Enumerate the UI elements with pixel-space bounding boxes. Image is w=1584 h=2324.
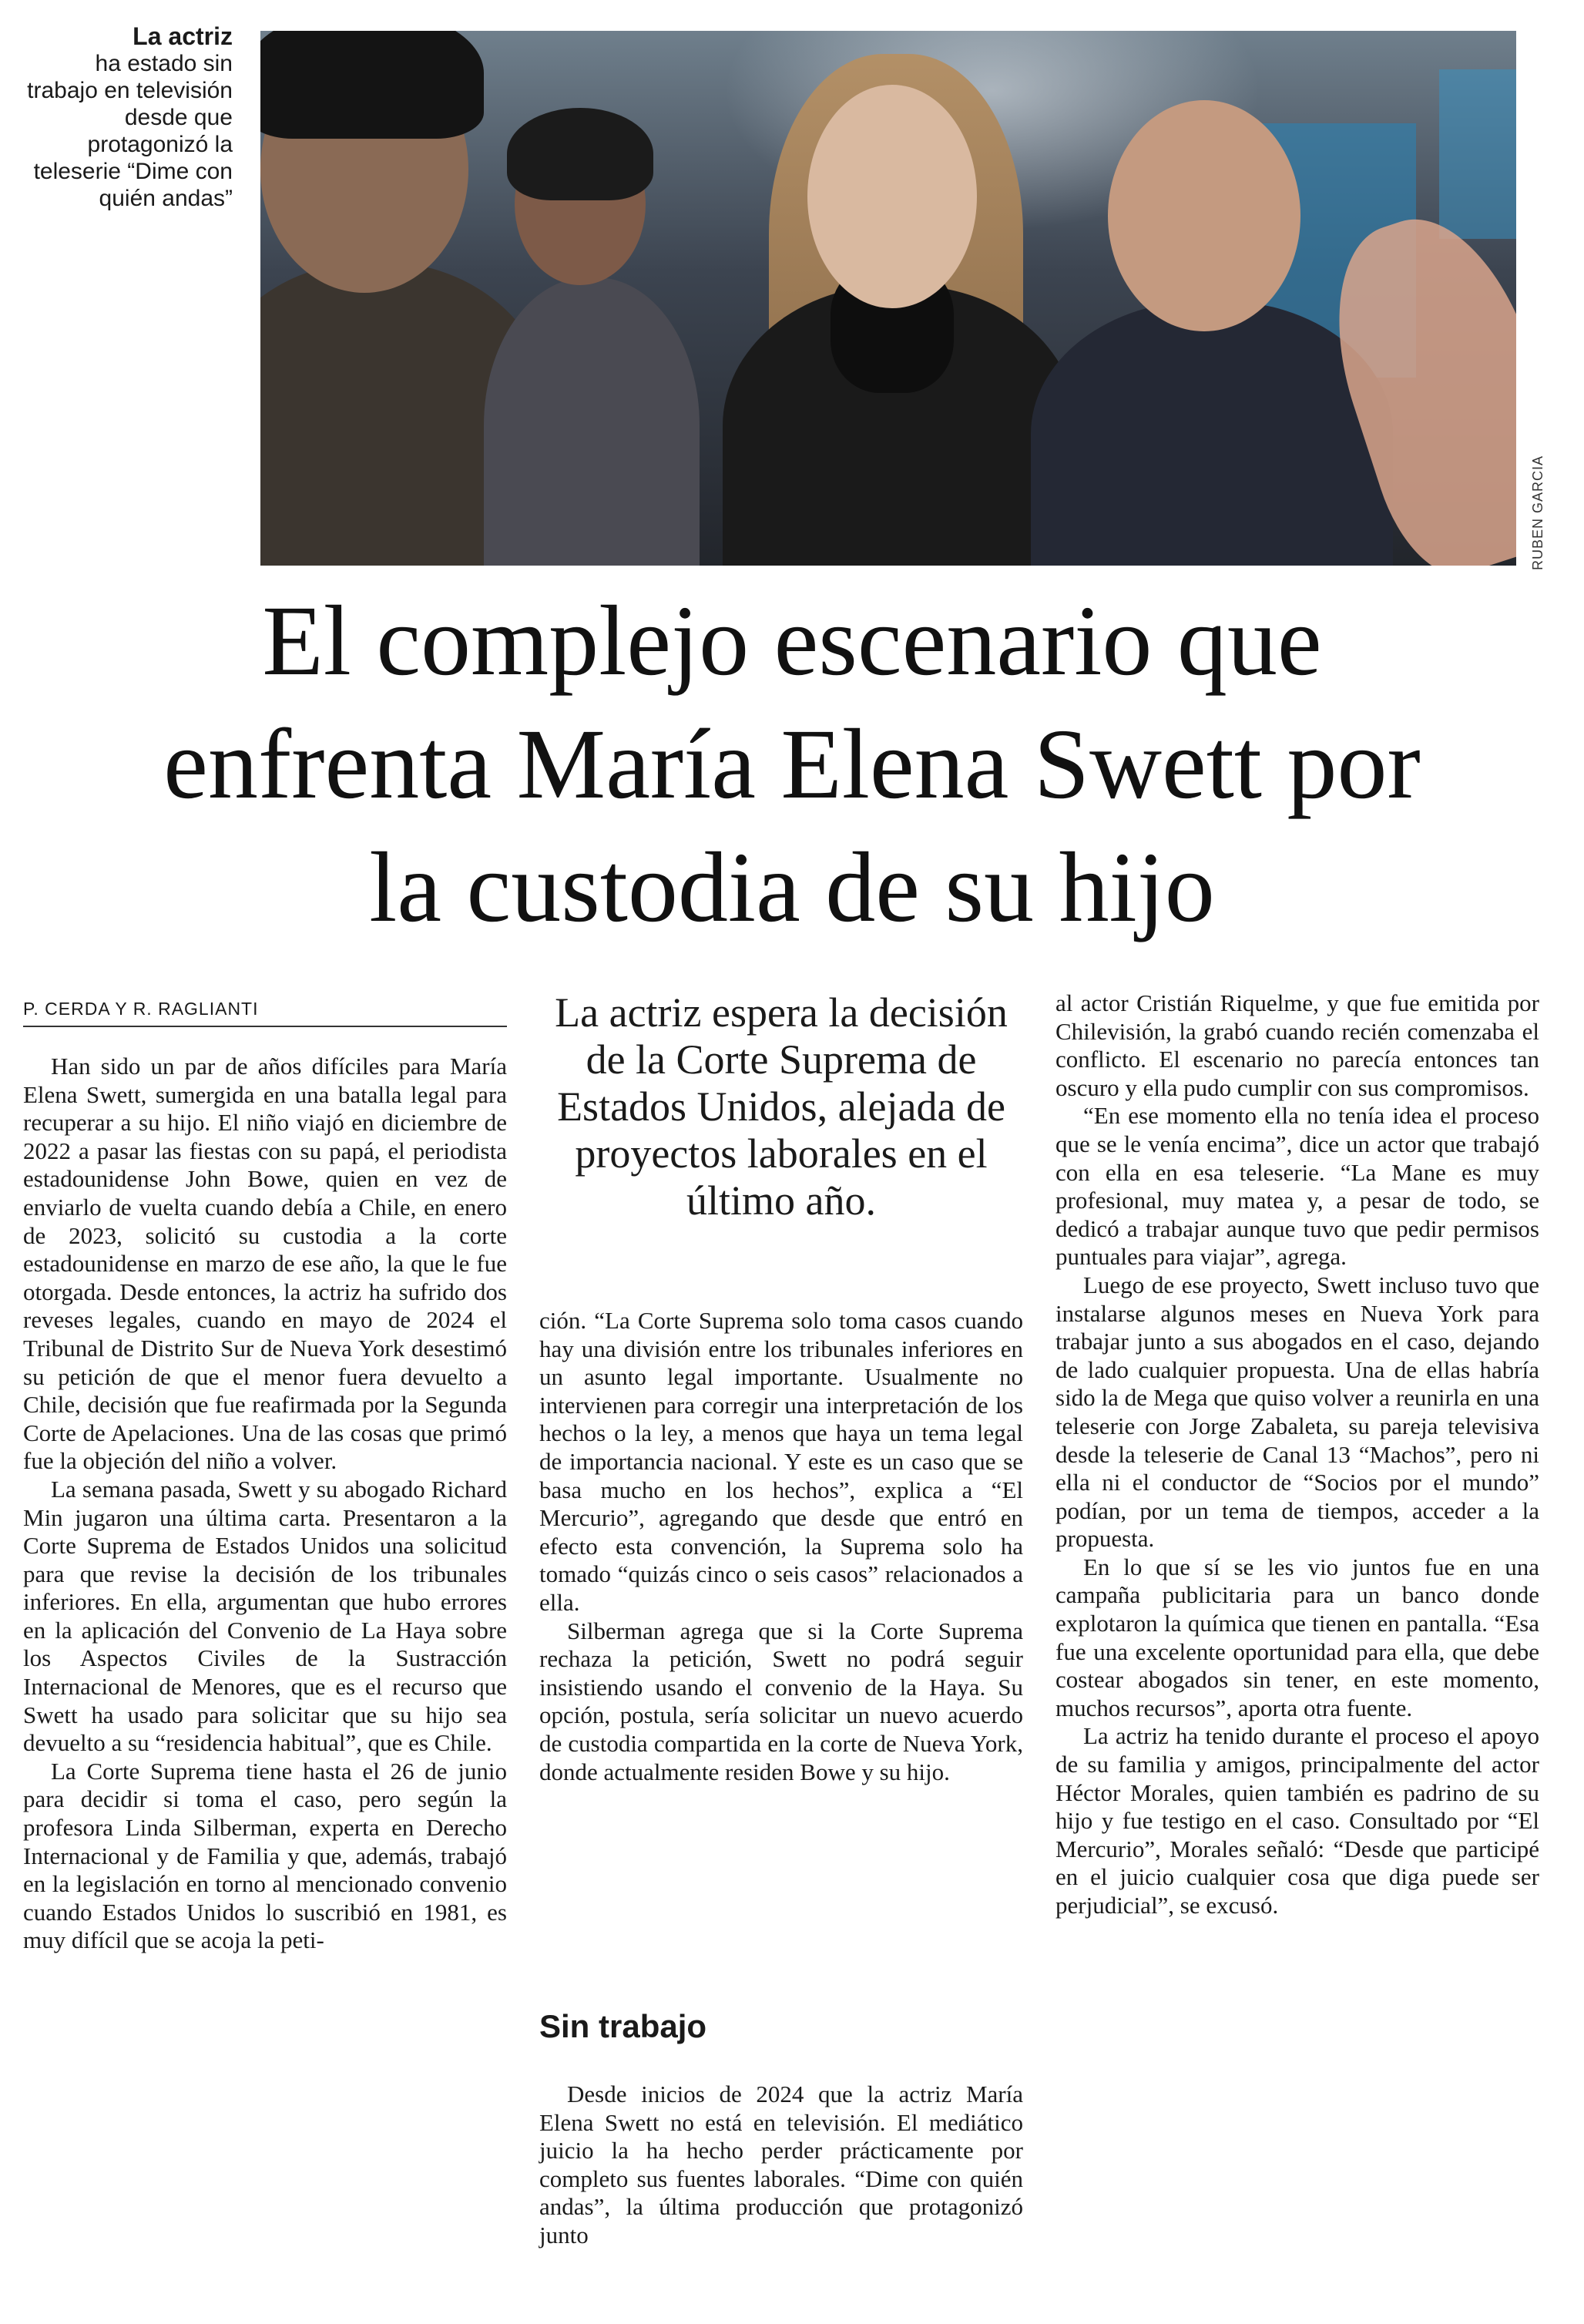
- paragraph: Luego de ese proyecto, Swett incluso tuvo que instalarse algunos meses en Nueva York para trabajar junto a sus abogados en el caso, dejando de lado cualquier propuesta. Una de ellas habría sido la de Mega que quiso volver a reunirla en una teleserie con Jorge Zabaleta, su pareja televisiva desde la teleserie de Canal 13 “Machos”, pero ni ella ni el conductor de “Socios por el mundo” podían, por un tema de tiempos, acceder a la propuesta.: [1055, 1271, 1539, 1553]
- headline: [23, 579, 1561, 949]
- paragraph: En lo que sí se les vio juntos fue en una campaña publicitaria para un banco donde explotaron la química que tienen en pantalla. “Esa fue una excelente oportunidad para ella, que debe costear abogados sin tener, en este momento, muchos recursos”, aporta otra fuente.: [1055, 1553, 1539, 1721]
- body-column-1: [23, 1053, 507, 1955]
- photo-man-left-cap: [260, 31, 484, 139]
- paragraph: La semana pasada, Swett y su abogado Richard Min jugaron una última carta. Presentaron a la Corte Suprema de Estados Unidos una solicitud para que revise la decisión de los tribunales inferiores. En ella, argumentan que hubo errores en la aplicación del Convenio de La Haya sobre los Aspectos Civiles de la Sustracción Internacional de Menores, que es el recurso que Swett ha usado para solicitar que su hijo sea devuelto a su “residencia habitual”, que es Chile.: [23, 1475, 507, 1757]
- paragraph: La actriz ha tenido durante el proceso el apoyo de su familia y amigos, principalmente del actor Héctor Morales, quien también es padrino de su hijo y fue testigo en el caso. Consultado por “El Mercurio”, Morales señaló: “Desde que participé en el juicio cualquier cosa que diga puede ser perjudicial”, se excusó.: [1055, 1722, 1539, 1919]
- photo-credit: RUBEN GARCIA: [1530, 455, 1545, 570]
- paragraph: Han sido un par de años difíciles para María Elena Swett, sumergida en una batalla legal para recuperar a su hijo. El niño viajó en diciembre de 2022 a pasar las fiestas con su papá, el periodista estadounidense John Bowe, quien en vez de enviarlo de vuelta cuando debía a Chile, en enero de 2023, solicitó su custodia a la corte estadounidense en marzo de ese año, la que le fue otorgada. Desde entonces, la actriz ha sufrido dos reveses legales, cuando en mayo de 2024 el Tribunal de Distrito Sur de Nueva York desestimó su petición de que el menor fuera devuelto a Chile, decisión que fue reafirmada por la Segunda Corte de Apelaciones. Una de las cosas que primó fue la objeción del niño a volver.: [23, 1053, 507, 1475]
- section-subhead: Sin trabajo: [539, 2008, 707, 2044]
- lead-photo: [260, 31, 1516, 566]
- photo-actress-face: [807, 85, 977, 308]
- headline-line-3: la custodia de su hijo: [369, 832, 1215, 943]
- paragraph: La Corte Suprema tiene hasta el 26 de junio para decidir si toma el caso, pero según la profesora Linda Silberman, experta en Derecho Internacional y de Familia y que, además, trabajó en la legislación en torno al mencionado convenio cuando Estados Unidos lo suscribió en 1981, es muy difícil que se acoja la peti-: [23, 1757, 507, 1954]
- photo-caption: [23, 23, 233, 212]
- pull-quote: La actriz espera la decisión de la Corte Suprema de Estados Unidos, alejada de proyectos laborales en el último año.: [555, 989, 1008, 1224]
- byline: P. CERDA Y R. RAGLIANTI: [23, 999, 507, 1027]
- body-column-3: [1055, 989, 1539, 1920]
- body-column-2: [539, 1307, 1023, 1786]
- photo-man-right-body: [1031, 301, 1393, 566]
- paragraph: Silberman agrega que si la Corte Suprema rechaza la petición, Swett no podrá seguir insistiendo usando el convenio de la Haya. Su opción, postula, sería solicitar un nuevo acuerdo de custodia compartida en la corte de Nueva York, donde actualmente residen Bowe y su hijo.: [539, 1617, 1023, 1785]
- photo-blue-sign-2: [1439, 69, 1516, 239]
- body-column-2-continued: [539, 2081, 1023, 2250]
- paragraph: al actor Cristián Riquelme, y que fue emitida por Chilevisión, la grabó cuando recién comenzaba el conflicto. El escenario no parecía entonces tan oscuro y ella pudo cumplir con sus compromisos.: [1055, 989, 1539, 1101]
- paragraph: “En ese momento ella no tenía idea el proceso que se le venía encima”, dice un actor que trabajó con ella en esa teleserie. “La Mane es muy profesional, muy matea y, a pesar de todo, se dedicó a trabajar aunque tuvo que pedir permisos puntuales para viajar”, agrega.: [1055, 1102, 1539, 1271]
- photo-woman-back-body: [484, 277, 700, 566]
- photo-man-right-head: [1108, 100, 1300, 331]
- paragraph: Desde inicios de 2024 que la actriz María Elena Swett no está en televisión. El mediático juicio la ha hecho perder prácticamente por completo sus fuentes laborales. “Dime con quién andas”, la última producción que protagonizó junto: [539, 2081, 1023, 2248]
- headline-line-1: El complejo escenario que: [262, 586, 1322, 697]
- headline-line-2: enfrenta María Elena Swett por: [163, 709, 1421, 820]
- caption-body: ha estado sin trabajo en televisión desde que protagonizó la teleserie “Dime con quién andas”: [27, 51, 233, 211]
- photo-woman-back-hair: [507, 108, 653, 200]
- caption-title: La actriz: [133, 22, 233, 50]
- paragraph: ción. “La Corte Suprema solo toma casos cuando hay una división entre los tribunales inferiores en un asunto legal importante. Usualmente no intervienen para corregir una interpretación de los hechos o la ley, a menos que haya un tema legal de importancia nacional. Y este es un caso que se basa mucho en los hechos”, explica a “El Mercurio”, agregando que desde que entró en efecto esta convención, la Suprema solo ha tomado “quizás cinco o seis casos” relacionados a ella.: [539, 1307, 1023, 1616]
